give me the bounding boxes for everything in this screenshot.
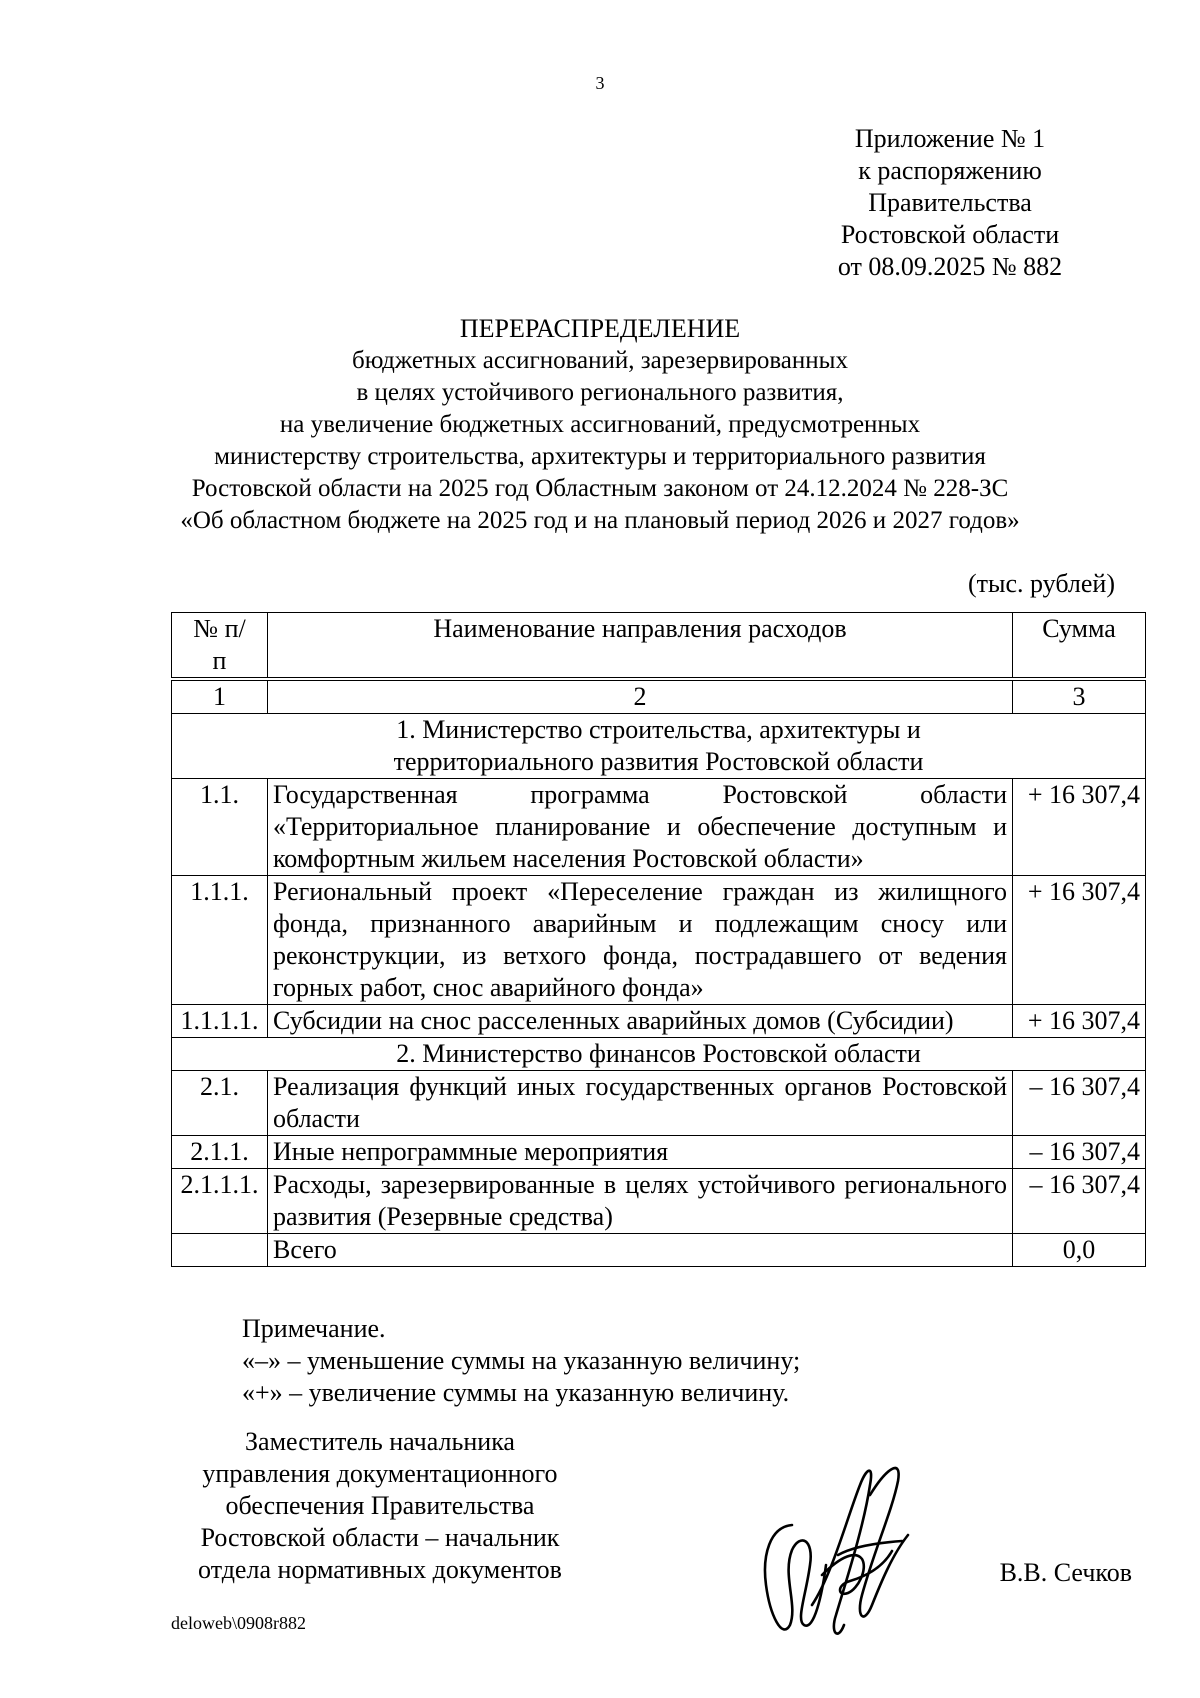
appendix-block (800, 123, 1100, 283)
title-line: на увеличение бюджетных ассигнований, предусмотренных (279, 411, 921, 438)
row-name: Иные непрограммные мероприятия (268, 1136, 1013, 1169)
document-title (0, 313, 1200, 537)
row-sum: – 16 307,4 (1013, 1071, 1146, 1136)
appendix-line: Правительства (868, 188, 1032, 217)
row-name: Субсидии на снос расселенных аварийных домов (Субсидии) (268, 1005, 1013, 1038)
signer-position (160, 1426, 600, 1586)
signer-name: В.В. Сечков (999, 1558, 1132, 1587)
signer-position-line: обеспечения Правительства (225, 1491, 535, 1520)
total-row (172, 1234, 1146, 1267)
section-title-ministry-construction: 1. Министерство строительства, архитектуры и территориального развития Ростовской области (172, 714, 1146, 779)
section-row (172, 714, 1146, 779)
row-number: 1.1. (172, 779, 268, 876)
title-line: в целях устойчивого регионального развития, (356, 379, 844, 406)
title-line: «Об областном бюджете на 2025 год и на плановый период 2026 и 2027 годов» (180, 507, 1020, 534)
signer-position-line: Заместитель начальника (245, 1427, 515, 1456)
table-row (172, 1005, 1146, 1038)
total-label: Всего (268, 1234, 1013, 1267)
column-number: 3 (1013, 679, 1146, 714)
signer-position-line: Ростовской области – начальник (200, 1523, 560, 1552)
budget-table (171, 612, 1146, 1267)
appendix-line: от 08.09.2025 № 882 (837, 252, 1063, 281)
table-row (172, 1136, 1146, 1169)
page-number: 3 (595, 73, 605, 93)
section-row (172, 1038, 1146, 1071)
column-number: 2 (268, 679, 1013, 714)
signer-position-line: отдела нормативных документов (198, 1555, 562, 1584)
table-row (172, 1169, 1146, 1234)
total-number-cell (172, 1234, 268, 1267)
row-sum: – 16 307,4 (1013, 1169, 1146, 1234)
units-label: (тыс. рублей) (967, 569, 1115, 598)
table-header-row (172, 613, 1146, 680)
row-name: Государственная программа Ростовской области «Территориальное планирование и обеспечение доступным и комфортным жильем населения Ростовской области» (268, 779, 1013, 876)
row-number: 2.1. (172, 1071, 268, 1136)
title-line: бюджетных ассигнований, зарезервированных (352, 347, 848, 374)
table-row (172, 876, 1146, 1005)
total-sum: 0,0 (1013, 1234, 1146, 1267)
row-name: Расходы, зарезервированные в целях устойчивого регионального развития (Резервные средства) (268, 1169, 1013, 1234)
title-line: Ростовской области на 2025 год Областным законом от 24.12.2024 № 228-ЗС (191, 475, 1009, 502)
note-title: Примечание. (242, 1314, 386, 1343)
note-block (242, 1313, 800, 1409)
appendix-line: к распоряжению (858, 156, 1042, 185)
row-name: Реализация функций иных государственных органов Ростовской области (268, 1071, 1013, 1136)
row-number: 1.1.1. (172, 876, 268, 1005)
row-sum: + 16 307,4 (1013, 1005, 1146, 1038)
section-title-ministry-finance: 2. Министерство финансов Ростовской области (172, 1038, 1146, 1071)
note-line: «–» – уменьшение суммы на указанную величину; (242, 1346, 801, 1375)
header-sum: Сумма (1013, 613, 1146, 680)
table-row (172, 779, 1146, 876)
title-line: министерству строительства, архитектуры и территориального развития (214, 443, 986, 470)
document-reference: deloweb\0908r882 (171, 1613, 306, 1633)
row-name: Региональный проект «Переселение граждан из жилищного фонда, признанного аварийным и подлежащим сносу или реконструкции, из ветхого фонда, пострадавшего от ведения горных работ, снос аварийного фонда» (268, 876, 1013, 1005)
column-number-row (172, 679, 1146, 714)
row-sum: + 16 307,4 (1013, 876, 1146, 1005)
row-number: 2.1.1. (172, 1136, 268, 1169)
row-number: 1.1.1.1. (172, 1005, 268, 1038)
header-name: Наименование направления расходов (268, 613, 1013, 680)
appendix-line: Ростовской области (840, 220, 1060, 249)
column-number: 1 (172, 679, 268, 714)
title-heading: ПЕРЕРАСПРЕДЕЛЕНИЕ (459, 314, 741, 343)
row-number: 2.1.1.1. (172, 1169, 268, 1234)
row-sum: – 16 307,4 (1013, 1136, 1146, 1169)
appendix-line: Приложение № 1 (854, 124, 1046, 153)
signer-position-line: управления документационного (202, 1459, 558, 1488)
row-sum: + 16 307,4 (1013, 779, 1146, 876)
note-line: «+» – увеличение суммы на указанную величину. (242, 1378, 790, 1407)
table-row (172, 1071, 1146, 1136)
header-number: № п/п (172, 613, 268, 680)
signature (752, 1455, 922, 1645)
